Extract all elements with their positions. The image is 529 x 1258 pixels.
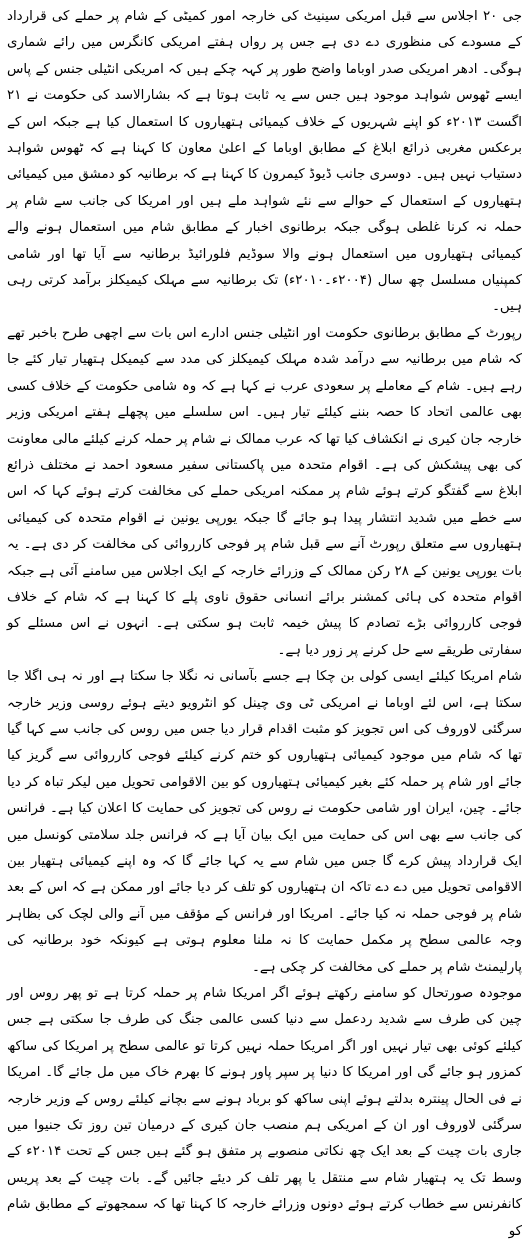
article-paragraph-4: موجودہ صورتحال کو سامنے رکھتے ہوئے اگر امریکا شام پر حملہ کرتا ہے تو پھر روس اور چین کی طرف سے شدید ردعمل سے دنیا کسی عالمی جنگ کی طرف جا سکتی ہے جس کیلئے کوئی بھی تیار نہیں اور اگر امریکا حملہ نہیں کرتا تو عالمی سطح پر امریکا کی ساکھ کمزور ہو جائے گی اور امریکا کا دنیا پر سپر پاور ہونے کا بھرم خاک میں مل جائے گا۔ امریکا نے فی الحال پینترہ بدلتے ہوئے اپنی ساکھ کو برباد ہونے سے بچانے کیلئے روس کے وزیر خارجہ سرگئی لاوروف اور ان کے امریکی ہم منصب جان کیری کے درمیان تین روز تک جنیوا میں جاری بات چیت کے بعد ایک چھ نکاتی منصوبے پر متفق ہو گئے ہیں جس کے تحت ۲۰۱۴ء کے وسط تک یہ ہتھیار شام سے منتقل یا پھر تلف کر دیئے جائیں گے۔ بات چیت کے بعد پریس کانفرنس سے خطاب کرتے ہوئے دونوں وزرائے خارجہ کا کہنا تھا کہ سمجھوتے کے مطابق شام کو: [7, 986, 522, 1239]
article-paragraph-2: رپورٹ کے مطابق برطانوی حکومت اور انٹیلی جنس ادارے اس بات سے اچھی طرح باخبر تھے کہ شام میں برطانیہ سے درآمد شدہ مہلک کیمیکلز کی مدد سے کیمیکل ہتھیار تیار کئے جا رہے ہیں۔ شام کے معاملے پر سعودی عرب نے کہا ہے کہ وہ شامی حکومت کے خلاف کسی بھی عالمی اتحاد کا حصہ بننے کیلئے تیار ہیں۔ اس سلسلے میں پچھلے ہفتے امریکی وزیر خارجہ جان کیری نے انکشاف کیا تھا کہ عرب ممالک نے شام پر حملہ کرنے کیلئے مالی معاونت کی بھی پیشکش کی ہے۔ اقوام متحدہ میں پاکستانی سفیر مسعود احمد نے مختلف ذرائع ابلاغ سے گفتگو کرتے ہوئے شام پر ممکنہ امریکی حملے کی مخالفت کرتے ہوئے کہا کہ اس سے خطے میں شدید انتشار پیدا ہو جائے گا جبکہ یورپی یونین نے اقوام متحدہ کی کیمیائی ہتھیاروں سے متعلق رپورٹ آنے سے قبل شام پر فوجی کارروائی کی مخالفت کر دی ہے۔ یہ بات یورپی یونین کے ۲۸ رکن ممالک کے وزرائے خارجہ کے ایک اجلاس میں سامنے آئی ہے جبکہ اقوام متحدہ کی ہائی کمشنر برائے انسانی حقوق ناوی پلے کا کہنا ہے کہ شام کے خلاف فوجی کارروائی بڑے تصادم کا پیش خیمہ ثابت ہو سکتی ہے۔ انہوں نے اس مسئلے کو سفارتی طریقے سے حل کرنے پر زور دیا ہے۔: [7, 325, 522, 658]
article-paragraph-1: جی ۲۰ اجلاس سے قبل امریکی سینیٹ کی خارجہ امور کمیٹی کے شام پر حملے کی قرارداد کے مسودے کی منظوری دے دی ہے جس پر رواں ہفتے امریکی کانگرس میں رائے شماری ہوگی۔ ادھر امریکی صدر اوباما واضح طور پر کہہ چکے ہیں کہ امریکی انٹیلی جنس کے پاس ایسے ٹھوس شواہد موجود ہیں جس سے یہ ثابت ہوتا ہے کہ بشارالاسد کی حکومت نے ۲۱ اگست ۲۰۱۳ء کو اپنے شہریوں کے خلاف کیمیائی ہتھیاروں کا استعمال کیا ہے جبکہ اس کے برعکس مغربی ذرائع ابلاغ کے مطابق اوباما کے اعلیٰ معاون کا کہنا ہے کہ ٹھوس شواہد دستیاب نہیں ہیں۔ دوسری جانب ڈیوڈ کیمرون کا کہنا ہے کہ برطانیہ کو دمشق میں کیمیائی ہتھیاروں کے استعمال کے حوالے سے نئے شواہد ملے ہیں اور امریکا کی جانب سے شام پر حملہ نہ کرنا غلطی ہوگی جبکہ برطانوی اخبار کے مطابق شام میں استعمال ہونے والے کیمیائی ہتھیاروں میں استعمال ہونے والا سوڈیم فلورائیڈ برطانیہ سے آیا تھا اور شامی کمپنیاں مسلسل چھ سال (۲۰۰۴ء۔۲۰۱۰ء) تک برطانیہ سے مہلک کیمیکلز برآمد کرتی رہی ہیں۔: [7, 9, 522, 315]
article-paragraph-3: شام امریکا کیلئے ایسی کولی بن چکا ہے جسے بآسانی نہ نگلا جا سکتا ہے اور نہ ہی اگلا جا سکتا ہے، اس لئے اوباما نے امریکی ٹی وی چینل کو انٹرویو دیتے ہوئے روسی وزیر خارجہ سرگئی لاوروف کی اس تجویز کو مثبت اقدام قرار دیا جس میں روس کی جانب سے کہا گیا تھا کہ شام میں موجود کیمیائی ہتھیاروں کو ختم کرنے کیلئے فوجی کارروائی سے گریز کیا جائے اور شام پر حملہ کئے بغیر کیمیائی ہتھیاروں کو بین الاقوامی تحویل میں لیکر تباہ کر دیا جائے۔ چین، ایران اور شامی حکومت نے روس کی تجویز کی حمایت کا اعلان کیا ہے۔ فرانس کی جانب سے بھی اس کی حمایت میں ایک بیان آیا ہے کہ فرانس جلد سلامتی کونسل میں ایک قرارداد پیش کرے گا جس میں شام سے یہ کہا جائے گا کہ وہ اپنے کیمیائی ہتھیار بین الاقوامی تحویل میں دے دے تاکہ ان ہتھیاروں کو تلف کر دیا جائے اور ممکن ہے کہ اس کے بعد شام پر فوجی حملہ نہ کیا جائے۔ امریکا اور فرانس کے مؤقف میں آنے والی لچک کی بظاہر وجہ عالمی سطح پر مکمل حمایت کا نہ ملنا معلوم ہوتی ہے کیونکہ خود برطانیہ کی پارلیمنٹ شام پر حملے کی مخالفت کر چکی ہے۔: [7, 669, 522, 975]
